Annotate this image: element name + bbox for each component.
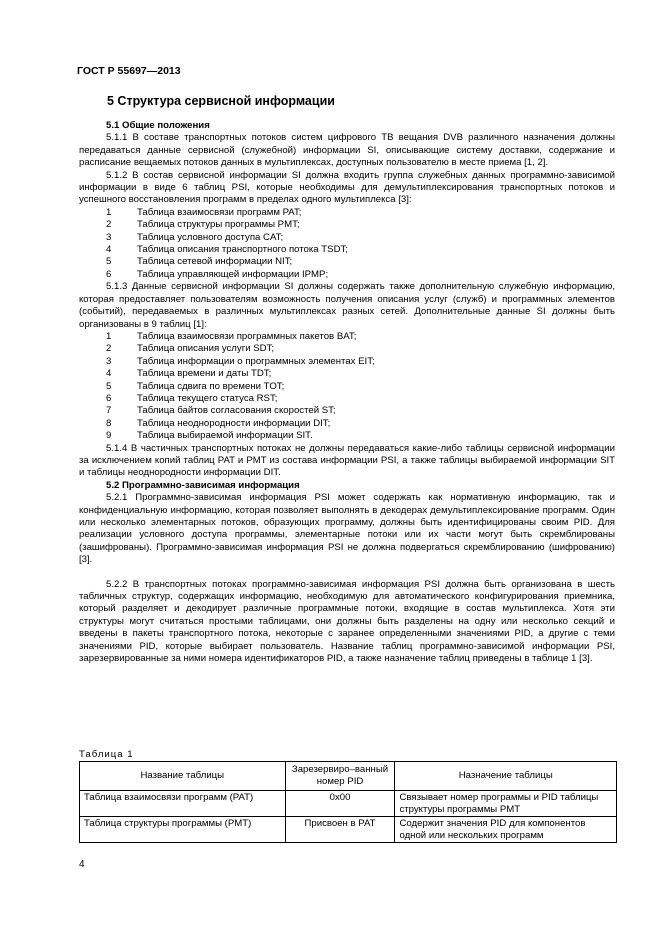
table-header-cell: Зарезервиро–ванный номер PID [285, 762, 395, 791]
paragraph: 5.2.1 Программно-зависимая информация PSI может содержать как нормативную информацию, так и конфиденциальную информацию, которая позволяет выполнять в декодерах демультиплексирование программ. Один или несколько элементарных потоков, образующих программу, должны быть идентифицированы своим PID. Для реализации условного доступа программы, элементарные потоки или их части могут быть скремблированы (зашифрованы). Программно-зависимая информация PSI не должна подвергаться скремблированию (шифрованию) [3]. [79, 492, 615, 566]
table-caption: Таблица 1 [79, 749, 134, 760]
paragraph: 5.1.3 Данные сервисной информации SI должны содержать также дополнительную служебную информацию, которая предоставляет пользователям возможность получения описания услуг (служб) и программных элементов (событий), передаваемых в различных мультиплексах разных сетей. Дополнительные данные SI должны быть организованы в 9 таблиц [1]: [79, 281, 615, 330]
list-item: 1 Таблица взаимосвязи программных пакетов BAT; [106, 330, 357, 342]
document-body [79, 120, 615, 665]
subsection-title: 5.2 Программно-зависимая информация [106, 479, 300, 491]
table-header-row [80, 762, 617, 791]
document-id: ГОСТ Р 55697—2013 [77, 65, 181, 77]
list-item: 2 Таблица структуры программы PMT; [106, 219, 300, 231]
psi-table-list [79, 207, 615, 281]
page-number: 4 [79, 859, 85, 870]
table-header-cell: Название таблицы [80, 762, 286, 791]
subsection-title: 5.1 Общие положения [106, 120, 210, 131]
table-cell: Связывает номер программы и PID таблицы структуры программы PMT [395, 791, 617, 817]
table-row [80, 791, 617, 817]
list-item: 4 Таблица описания транспортного потока TSDT; [106, 244, 348, 256]
table-cell: Таблица структуры программы (PMT) [80, 817, 286, 843]
list-item: 4 Таблица времени и даты TDT; [106, 368, 272, 380]
list-item: 5 Таблица сдвига по времени TOT; [106, 380, 285, 392]
table-header-cell: Назначение таблицы [395, 762, 617, 791]
list-item: 7 Таблица байтов согласования скоростей ST; [106, 405, 336, 417]
paragraph: 5.1.2 В состав сервисной информации SI должна входить группа служебных данных программно-зависимой информации в виде 6 таблиц PSI, которые необходимы для демультиплексирования транспортных потоков и успешного восстановления программ в пределах одного мультиплекса [3]: [79, 169, 615, 206]
psi-tables-table [79, 761, 617, 843]
list-item: 5 Таблица сетевой информации NIT; [106, 256, 293, 268]
table-cell: Таблица взаимосвязи программ (PAT) [80, 791, 286, 817]
list-item: 8 Таблица неоднородности информации DIT; [106, 417, 331, 429]
paragraph: 5.1.4 В частичных транспортных потоках не должны передаваться какие-либо таблицы сервисной информации за исключением копий таблиц PAT и PMT из состава информации PSI, а также таблицы выбираемой информации SIT и таблицы неоднородности информации DIT. [79, 442, 615, 479]
paragraph: 5.2.2 В транспортных потоках программно-зависимая информация PSI должна быть организована в шесть табличных структур, содержащих информацию, необходимую для автоматического конфигурирования приемника, который разделяет и декодирует различные программные потоки, входящие в состав мультиплекса. Хотя эти структуры могут считаться простыми таблицами, они должны быть разделены на одну или несколько секций и введены в пакеты транспортного потока, некоторые с заранее определенными значениями PID, а другие с теми значениями PID, которые выбирает пользователь. Название таблиц программно-зависимой информации PSI, зарезервированные за ними номера идентификаторов PID, а также назначение таблиц приведены в таблице 1 [3]. [79, 578, 615, 665]
si-table-list [79, 331, 615, 443]
list-item: 1 Таблица взаимосвязи программ PAT; [106, 206, 302, 218]
list-item: 2 Таблица описания услуги SDT; [106, 343, 275, 355]
list-item: 9 Таблица выбираемой информации SIT. [106, 430, 313, 442]
list-item: 3 Таблица информации о программных элементах EIT; [106, 355, 375, 367]
table-cell: Содержит значения PID для компонентов одной или нескольких программ [395, 817, 617, 843]
section-title: 5 Структура сервисной информации [107, 94, 335, 108]
table-cell: 0x00 [285, 791, 395, 817]
list-item: 3 Таблица условного доступа CAT; [106, 231, 284, 243]
table-cell: Присвоен в PAT [285, 817, 395, 843]
list-item: 6 Таблица текущего статуса RST; [106, 392, 278, 404]
list-item: 6 Таблица управляющей информации IPMP; [106, 268, 329, 280]
table-row [80, 817, 617, 843]
paragraph: 5.1.1 В составе транспортных потоков систем цифрового ТВ вещания DVB различного назначения должны передаваться данные сервисной (служебной) информации SI, описывающие систему доставки, содержание и расписание вещаемых потоков данных в мультиплексах, доступных пользователю в месте приема [1, 2]. [79, 132, 615, 169]
